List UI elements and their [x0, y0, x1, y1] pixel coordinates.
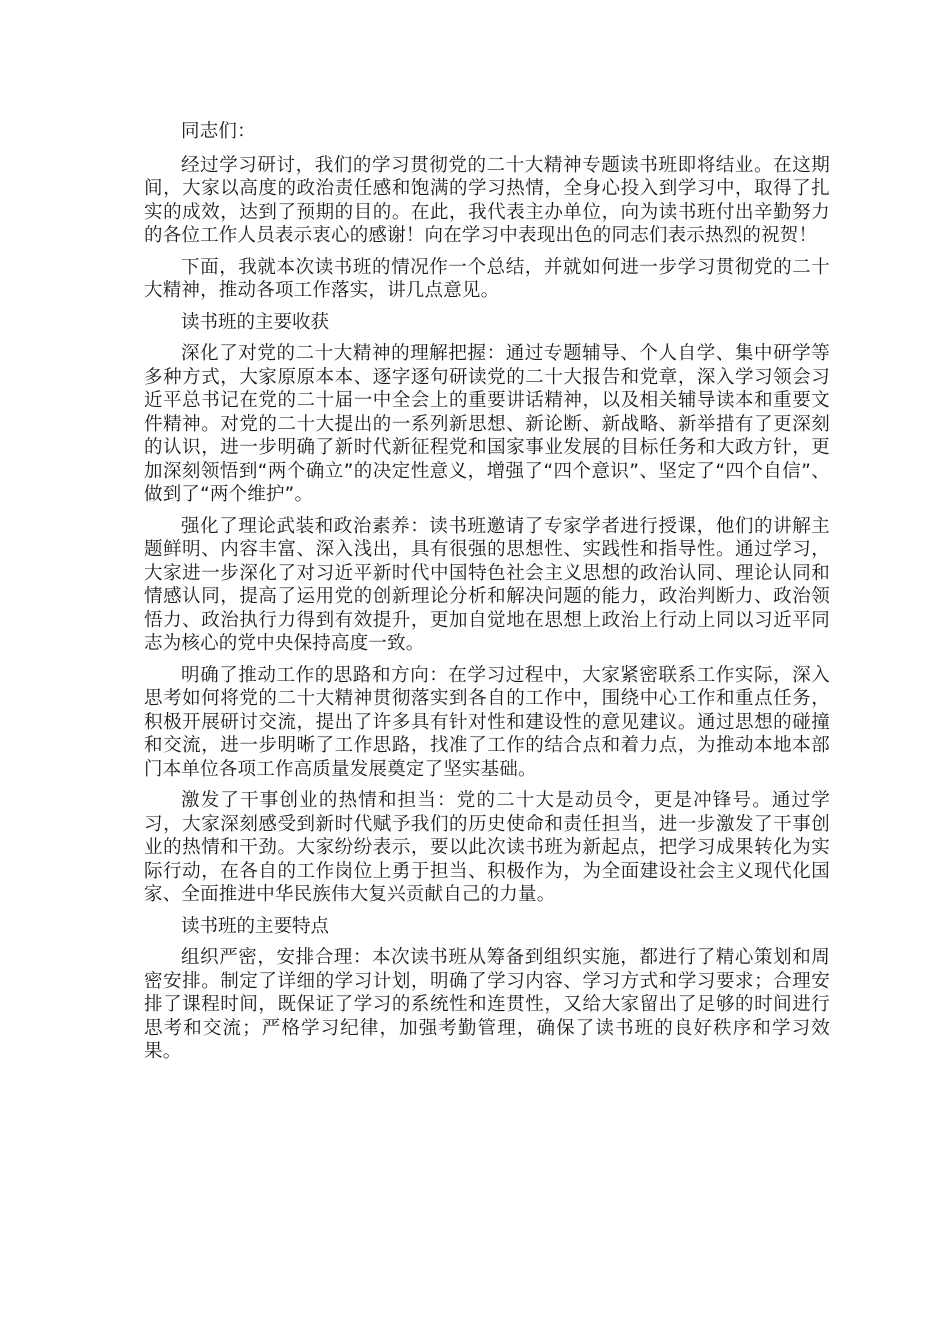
body-paragraph: 激发了干事创业的热情和担当：党的二十大是动员令，更是冲锋号。通过学习，大家深刻感受到新时代赋予我们的历史使命和责任担当，进一步激发了干事创业的热情和干劲。大家纷纷表示，要以此次读书班为新起点，把学习成果转化为实际行动，在各自的工作岗位上勇于担当、积极作为，为全面建设社会主义现代化国家、全面推进中华民族伟大复兴贡献自己的力量。 [144, 790, 830, 905]
salutation: 同志们： [181, 121, 256, 142]
section-heading: 读书班的主要收获 [181, 311, 330, 333]
section-heading: 读书班的主要特点 [181, 915, 330, 937]
body-paragraph: 深化了对党的二十大精神的理解把握：通过专题辅导、个人自学、集中研学等多种方式，大家原原本本、逐字逐句研读党的二十大报告和党章，深入学习领会习近平总书记在党的二十届一中全会上的重要讲话精神，以及相关辅导读本和重要文件精神。对党的二十大提出的一系列新思想、新论断、新战略、新举措有了更深刻的认识，进一步明确了新时代新征程党和国家事业发展的目标任务和大政方针，更加深刻领悟到“两个确立”的决定性意义，增强了“四个意识”、坚定了“四个自信”、做到了“两个维护”。 [144, 343, 830, 505]
intro-paragraph: 经过学习研讨，我们的学习贯彻党的二十大精神专题读书班即将结业。在这期间，大家以高度的政治责任感和饱满的学习热情，全身心投入到学习中，取得了扎实的成效，达到了预期的目的。在此，我代表主办单位，向为读书班付出辛勤努力的各位工作人员表示衷心的感谢！向在学习中表现出色的同志们表示热烈的祝贺！ [144, 154, 830, 246]
intro-paragraph: 下面，我就本次读书班的情况作一个总结，并就如何进一步学习贯彻党的二十大精神，推动各项工作落实，讲几点意见。 [144, 256, 830, 301]
body-paragraph: 明确了推动工作的思路和方向：在学习过程中，大家紧密联系工作实际，深入思考如何将党的二十大精神贯彻落实到各自的工作中，围绕中心工作和重点任务，积极开展研讨交流，提出了许多具有针对性和建设性的意见建议。通过思想的碰撞和交流，进一步明晰了工作思路，找准了工作的结合点和着力点，为推动本地本部门本单位各项工作高质量发展奠定了坚实基础。 [144, 664, 830, 780]
body-paragraph: 组织严密，安排合理：本次读书班从筹备到组织实施，都进行了精心策划和周密安排。制定了详细的学习计划，明确了学习内容、学习方式和学习要求；合理安排了课程时间，既保证了学习的系统性和连贯性，又给大家留出了足够的时间进行思考和交流；严格学习纪律，加强考勤管理，确保了读书班的良好秩序和学习效果。 [144, 947, 830, 1062]
document-page [144, 120, 830, 1072]
body-paragraph: 强化了理论武装和政治素养：读书班邀请了专家学者进行授课，他们的讲解主题鲜明、内容丰富、深入浅出，具有很强的思想性、实践性和指导性。通过学习，大家进一步深化了对习近平新时代中国特色社会主义思想的政治认同、理论认同和情感认同，提高了运用党的创新理论分析和解决问题的能力，政治判断力、政治领悟力、政治执行力得到有效提升，更加自觉地在思想上政治上行动上同以习近平同志为核心的党中央保持高度一致。 [144, 515, 830, 654]
